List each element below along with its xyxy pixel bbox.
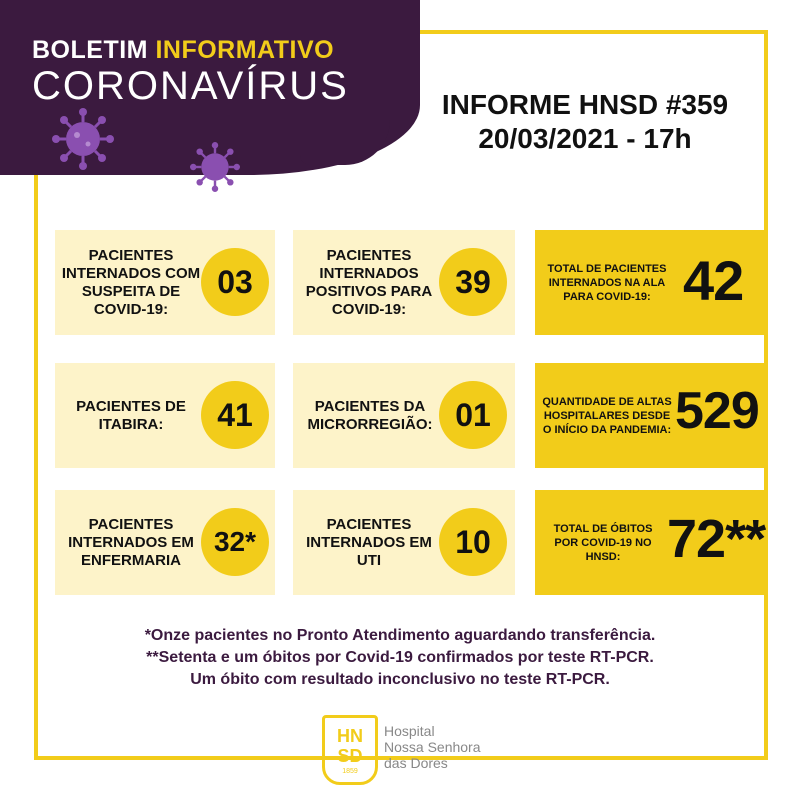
virus-icon: [190, 142, 240, 192]
card-label: QUANTIDADE DE ALTAS HOSPITALARES DESDE O INÍCIO DA PANDEMIA:: [542, 395, 672, 436]
card-microregion: [293, 363, 515, 468]
hospital-name: [384, 723, 481, 771]
card-suspected: [55, 230, 275, 335]
card-icu: [293, 490, 515, 595]
total-value: 529: [675, 382, 759, 440]
count-badge: 41: [201, 381, 269, 449]
card-deaths: [535, 490, 767, 595]
card-label: PACIENTES INTERNADOS EM ENFERMARIA: [68, 515, 194, 569]
virus-icon: [52, 108, 114, 170]
card-label: PACIENTES DE ITABIRA:: [76, 397, 186, 433]
footnote-2: **Setenta e um óbitos por Covid-19 confirmados por teste RT-PCR.: [146, 649, 654, 666]
report-date: 20/03/2021 - 17h: [478, 123, 692, 154]
total-value: 42: [683, 249, 744, 312]
count-badge: 32*: [201, 508, 269, 576]
hospital-name-line: Hospital: [384, 723, 435, 739]
report-heading: [405, 88, 765, 156]
report-number: INFORME HNSD #359: [441, 89, 729, 120]
total-value: 72**: [667, 509, 766, 569]
count-badge: 10: [439, 508, 507, 576]
count-badge: 01: [439, 381, 507, 449]
bulletin-title: [32, 36, 334, 65]
card-total-ward: [535, 230, 767, 335]
card-label: PACIENTES INTERNADOS POSITIVOS PARA COVID-19:: [305, 246, 433, 318]
card-label: PACIENTES INTERNADOS EM UTI: [306, 515, 432, 569]
title-word-informativo: INFORMATIVO: [155, 36, 335, 64]
logo-letters-bottom: SD: [337, 745, 363, 766]
card-label: PACIENTES DA MICRORREGIÃO:: [307, 397, 433, 433]
logo-year: 1859: [342, 767, 358, 775]
card-itabira: [55, 363, 275, 468]
footnote-1: *Onze pacientes no Pronto Atendimento aguardando transferência.: [144, 627, 656, 644]
logo-letters-top: HN: [337, 725, 363, 746]
card-discharges: [535, 363, 767, 468]
card-label: TOTAL DE ÓBITOS POR COVID-19 NO HNSD:: [553, 522, 653, 563]
card-label: TOTAL DE PACIENTES INTERNADOS NA ALA PARA COVID-19:: [547, 262, 667, 303]
count-badge: 03: [201, 248, 269, 316]
footnotes: [60, 625, 740, 691]
count-badge: 39: [439, 248, 507, 316]
hospital-logo: [322, 715, 378, 785]
hospital-name-line: Nossa Senhora: [384, 739, 481, 755]
card-ward: [55, 490, 275, 595]
footnote-3: Um óbito com resultado inconclusivo no teste RT-PCR.: [190, 671, 610, 688]
bulletin-subtitle: CORONAVÍRUS: [32, 64, 349, 108]
hospital-name-line: das Dores: [384, 755, 448, 771]
title-word-boletim: BOLETIM: [32, 36, 148, 64]
card-positive: [293, 230, 515, 335]
card-label: PACIENTES INTERNADOS COM SUSPEITA DE COVID-19:: [61, 246, 201, 318]
